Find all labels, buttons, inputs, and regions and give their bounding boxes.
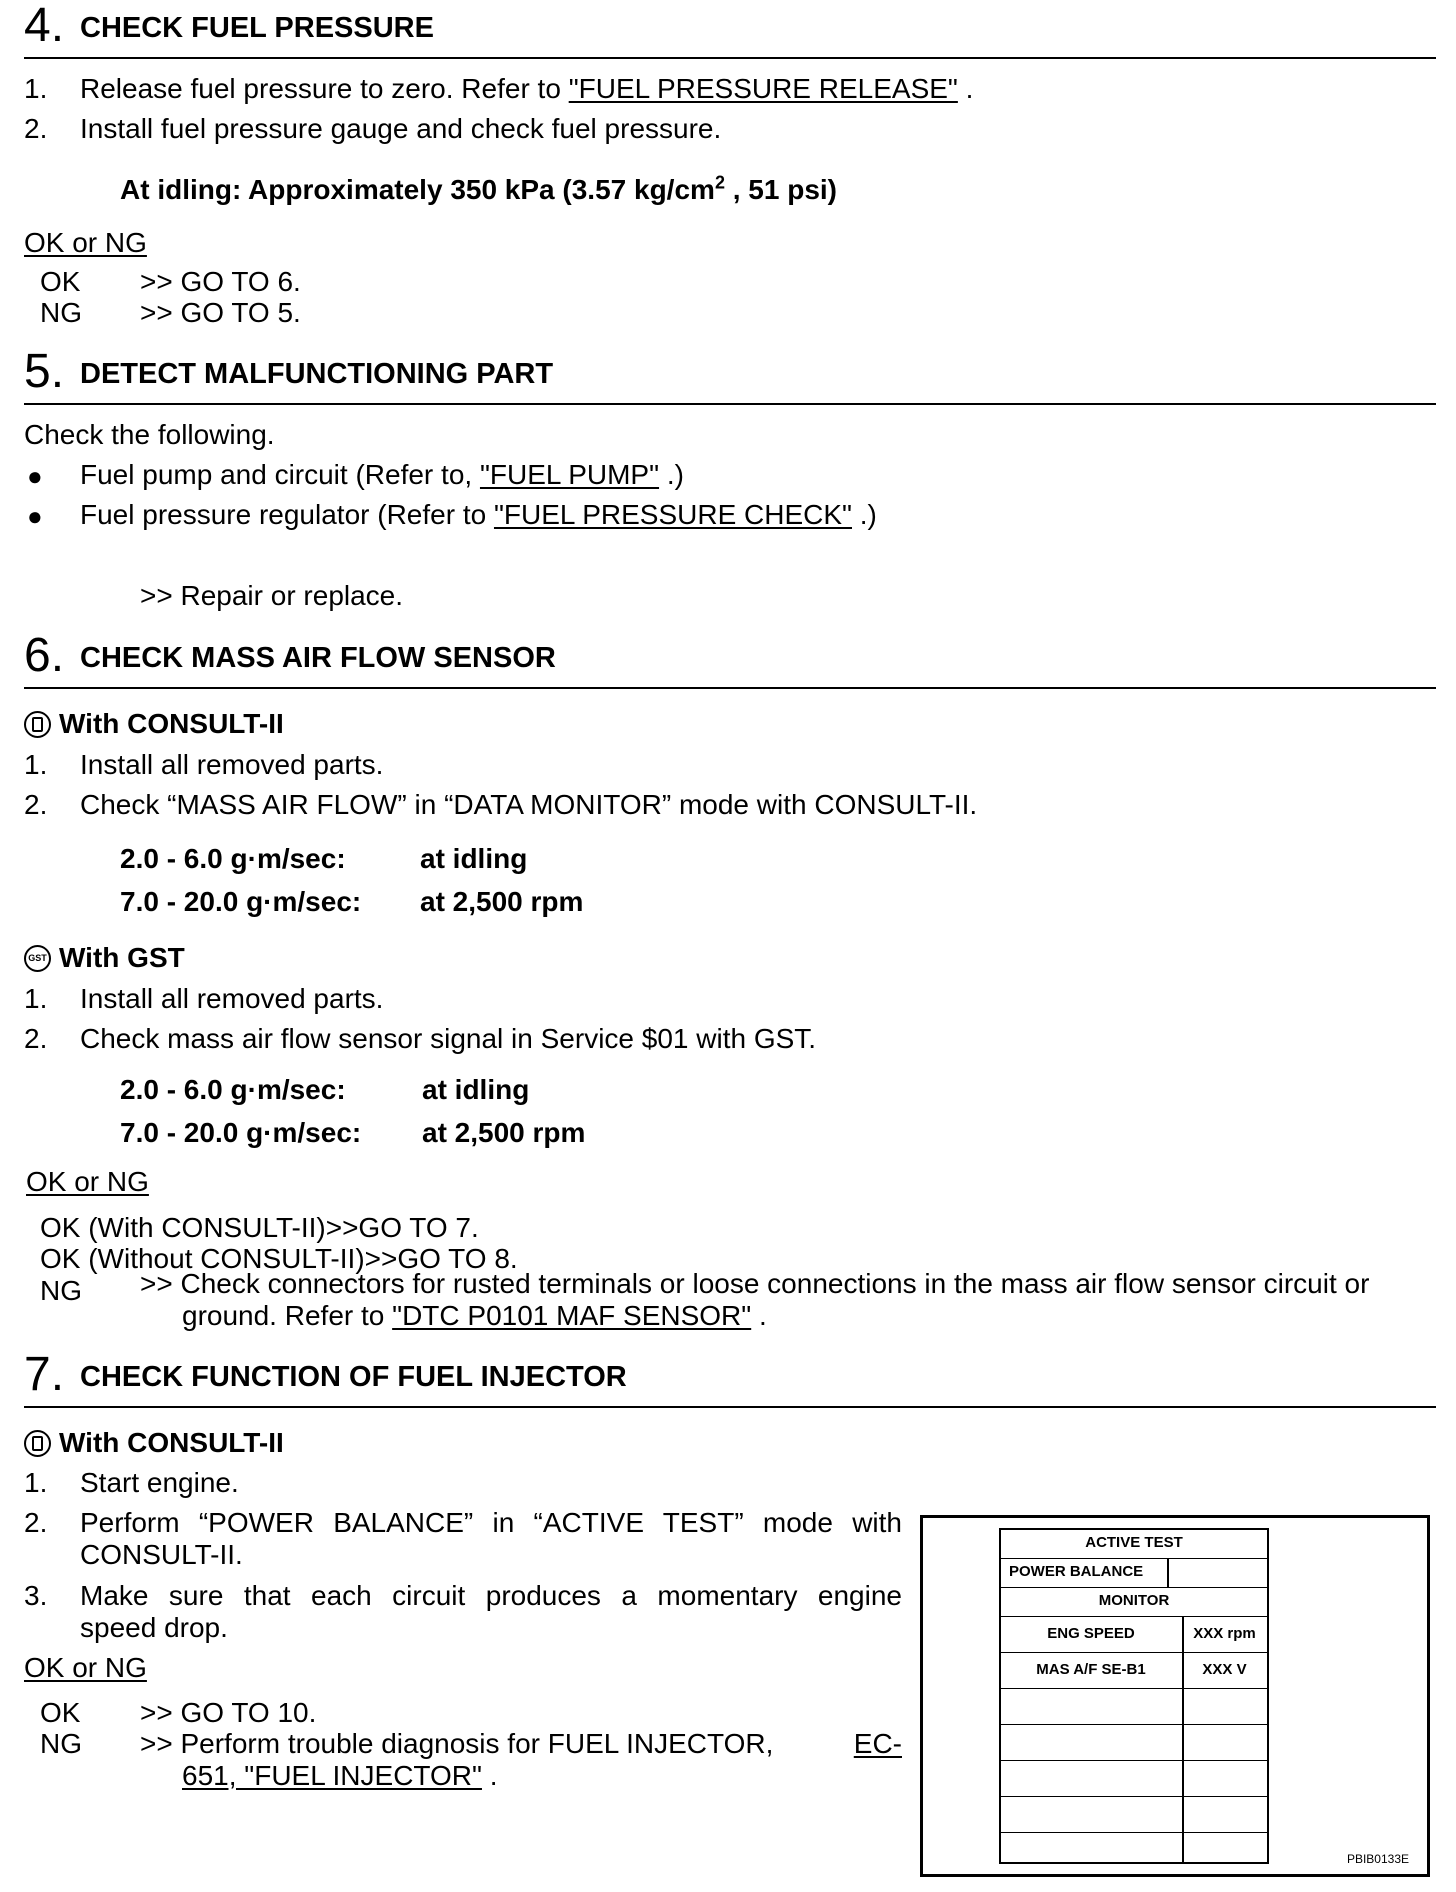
consult-item-2-number: 2.	[24, 789, 48, 820]
result-ng-value: >> GO TO 5.	[140, 297, 301, 328]
screen-power-balance-row	[1001, 1559, 1267, 1588]
step-4-title: CHECK FUEL PRESSURE	[80, 12, 434, 44]
screen-title: ACTIVE TEST	[1001, 1530, 1267, 1559]
bullet-dot: ●	[27, 501, 43, 531]
result-ng-line-1	[140, 1728, 902, 1760]
result-ng-key: NG	[40, 1728, 82, 1759]
screen-monitor-label: MONITOR	[1001, 1588, 1267, 1617]
gst-heading-text: With GST	[59, 942, 185, 973]
step-5-intro: Check the following.	[24, 419, 275, 450]
bullet-1-text: Fuel pump and circuit (Refer to,	[80, 459, 480, 490]
step-5-title: DETECT MALFUNCTIONING PART	[80, 358, 554, 390]
consult-ii-icon	[24, 1430, 51, 1457]
step-7-item-1-number: 1.	[24, 1467, 48, 1498]
ng-line-1-text: >> Perform trouble diagnosis for FUEL INJECTOR,	[140, 1728, 782, 1759]
consult-spec-1-value: 2.0 - 6.0 g·m/sec:	[120, 843, 346, 874]
result-ok-key: OK	[40, 1697, 81, 1728]
bullet-1-after: .)	[659, 459, 684, 490]
step-5-divider	[24, 403, 1436, 405]
step-6-number: 6.	[24, 629, 65, 682]
screen-row-empty	[1001, 1761, 1267, 1797]
okng-label: OK or NG	[24, 227, 147, 258]
consult-item-2-text: Check “MASS AIR FLOW” in “DATA MONITOR” mode with CONSULT-II.	[80, 789, 978, 820]
ec-651-link-part-1[interactable]: EC-	[853, 1728, 902, 1759]
step-7-item-1-text: Start engine.	[80, 1467, 239, 1498]
step-4-number: 4.	[24, 0, 65, 52]
gst-item-1-number: 1.	[24, 983, 48, 1014]
screen-row-empty	[1001, 1797, 1267, 1833]
gst-heading	[24, 942, 185, 974]
screen-row-value: XXX V	[1202, 1661, 1247, 1678]
step-4-item-1-number: 1.	[24, 73, 48, 104]
step-7-item-3-line-2: speed drop.	[80, 1612, 228, 1643]
spec-text-post: , 51 psi)	[724, 174, 837, 205]
result-ng-line-2	[182, 1300, 767, 1332]
consult-spec-2-cond: at 2,500 rpm	[420, 886, 584, 917]
spec-text: At idling: Approximately 350 kPa (3.57 kg/cm	[120, 174, 715, 205]
consult-spec-2-value: 7.0 - 20.0 g·m/sec:	[120, 886, 362, 917]
screen-row-label: MAS A/F SE-B1	[1036, 1661, 1146, 1678]
screen-row-empty	[1001, 1689, 1267, 1725]
screen-row-eng-speed	[1001, 1617, 1267, 1653]
consult-heading	[24, 1427, 284, 1459]
ec-651-fuel-injector-link[interactable]: 651, "FUEL INJECTOR"	[182, 1760, 482, 1791]
fuel-pressure-spec	[120, 174, 837, 206]
step-4-divider	[24, 57, 1436, 59]
step-7-item-2-number: 2.	[24, 1507, 48, 1538]
result-ng-key: NG	[40, 297, 82, 328]
fuel-pressure-release-link[interactable]: "FUEL PRESSURE RELEASE"	[568, 73, 958, 104]
gst-icon-text: GST	[28, 953, 47, 963]
step-4-item-1-after: .	[957, 73, 974, 104]
gst-item-2-text: Check mass air flow sensor signal in Service $01 with GST.	[80, 1023, 817, 1054]
step-7-title: CHECK FUNCTION OF FUEL INJECTOR	[80, 1361, 627, 1393]
step-7-divider	[24, 1406, 1436, 1408]
gst-item-1-text: Install all removed parts.	[80, 983, 384, 1014]
consult-heading-text: With CONSULT-II	[59, 708, 284, 739]
okng-label: OK or NG	[24, 1652, 147, 1683]
step-4-item-1-text: Release fuel pressure to zero. Refer to	[80, 73, 569, 104]
spec-superscript: 2	[714, 172, 725, 193]
step-4-item-1	[80, 73, 973, 105]
result-ok-without-consult: OK (Without CONSULT-II)>>GO TO 8.	[40, 1243, 518, 1274]
bullet-dot: ●	[27, 461, 43, 491]
consult-heading-text: With CONSULT-II	[59, 1427, 284, 1458]
consult-heading	[24, 708, 284, 740]
screen-divider	[1167, 1559, 1169, 1588]
fuel-pressure-check-link[interactable]: "FUEL PRESSURE CHECK"	[493, 499, 852, 530]
gst-spec-1-cond: at idling	[422, 1074, 530, 1105]
step-5-bullet-2	[80, 499, 877, 531]
screen-row-empty	[1001, 1725, 1267, 1761]
step-5-number: 5.	[24, 345, 65, 398]
step-4-item-2-text: Install fuel pressure gauge and check fuel pressure.	[80, 113, 722, 144]
gst-spec-2-value: 7.0 - 20.0 g·m/sec:	[120, 1117, 362, 1148]
ng-line-2-after: .	[751, 1300, 767, 1331]
result-ng-line-1: >> Check connectors for rusted terminals or loose connections in the mass air flow sensor circuit or	[140, 1268, 1370, 1299]
result-ok-with-consult: OK (With CONSULT-II)>>GO TO 7.	[40, 1212, 479, 1243]
result-ng-line-2	[182, 1760, 498, 1792]
figure-code: PBIB0133E	[1346, 1852, 1409, 1866]
step-5-action: >> Repair or replace.	[140, 580, 404, 611]
okng-label: OK or NG	[26, 1166, 149, 1197]
result-ok-key: OK	[40, 266, 81, 297]
gst-spec-2-cond: at 2,500 rpm	[422, 1117, 586, 1148]
consult-screen	[999, 1528, 1269, 1864]
ng-line-2-text: ground. Refer to	[182, 1300, 393, 1331]
screen-row-value: XXX rpm	[1193, 1625, 1256, 1642]
fuel-pump-link[interactable]: "FUEL PUMP"	[479, 459, 660, 490]
step-7-item-2-line-1: Perform “POWER BALANCE” in “ACTIVE TEST” mode with	[80, 1507, 902, 1538]
consult-item-1-text: Install all removed parts.	[80, 749, 384, 780]
step-7-item-3-line-1: Make sure that each circuit produces a momentary engine	[80, 1580, 902, 1611]
result-ng-key: NG	[40, 1275, 82, 1306]
step-6-title: CHECK MASS AIR FLOW SENSOR	[80, 642, 556, 674]
bullet-2-after: .)	[852, 499, 877, 530]
screen-row-label: ENG SPEED	[1047, 1625, 1135, 1642]
step-6-divider	[24, 687, 1436, 689]
result-ok-value: >> GO TO 6.	[140, 266, 301, 297]
step-7-item-3-number: 3.	[24, 1580, 48, 1611]
consult-item-1-number: 1.	[24, 749, 48, 780]
ng-line-2-after: .	[481, 1760, 498, 1791]
consult-spec-1-cond: at idling	[420, 843, 528, 874]
screen-column-divider	[1182, 1617, 1184, 1862]
step-7-item-2-line-2: CONSULT-II.	[80, 1539, 243, 1570]
gst-spec-1-value: 2.0 - 6.0 g·m/sec:	[120, 1074, 346, 1105]
active-test-figure	[920, 1515, 1430, 1877]
bullet-2-text: Fuel pressure regulator (Refer to	[80, 499, 494, 530]
step-7-number: 7.	[24, 1348, 65, 1401]
gst-icon	[24, 945, 51, 972]
screen-row-mas-af	[1001, 1653, 1267, 1689]
consult-ii-icon	[24, 711, 51, 738]
screen-power-balance-label: POWER BALANCE	[1009, 1563, 1144, 1580]
dtc-p0101-maf-sensor-link[interactable]: "DTC P0101 MAF SENSOR"	[392, 1300, 752, 1331]
step-5-bullet-1	[80, 459, 684, 491]
step-4-item-2-number: 2.	[24, 113, 48, 144]
result-ok-value: >> GO TO 10.	[140, 1697, 317, 1728]
gst-item-2-number: 2.	[24, 1023, 48, 1054]
